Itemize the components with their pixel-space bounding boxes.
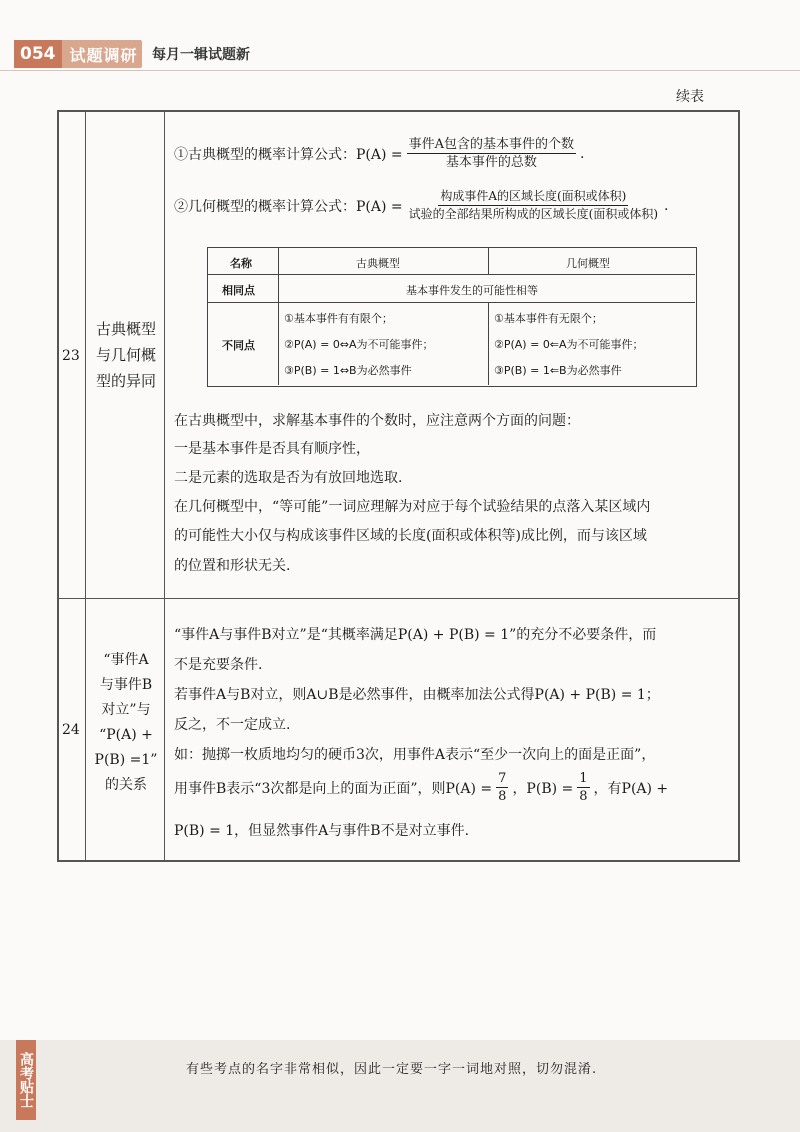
note-line: 二是元素的选取是否为有放回地选取. [174, 470, 403, 486]
body-line: 如：抛掷一枚质地均匀的硬币3次，用事件A表示“至少一次向上的面是正面”， [174, 747, 656, 763]
diff-label: 不同点 [222, 339, 255, 352]
page-number: 054 [14, 40, 62, 68]
classic-point: ②P(A) = 0⇔A为不可能事件； [284, 338, 434, 351]
topic-line: 古典概型 [95, 320, 156, 338]
numerator: 事件A包含的基本事件的个数 [408, 137, 575, 152]
continued-label: 续表 [676, 89, 704, 105]
row-number: 23 [62, 348, 80, 364]
page-header [0, 0, 800, 78]
example-formula-line [174, 770, 668, 805]
note-line: 在古典概型中，求解基本事件的个数时，应注意两个方面的问题： [174, 413, 580, 429]
topic-line: “P(A) + [99, 727, 153, 743]
denominator: 8 [498, 789, 507, 804]
formula-label: ②几何概型的概率计算公式：P(A) = [174, 198, 403, 215]
table-line [278, 248, 279, 385]
footer-tip-text: 有些考点的名字非常相似，因此一定要一字一词地对照，切勿混淆. [186, 1062, 598, 1077]
formula-end: . [664, 197, 669, 214]
numerator: 1 [579, 771, 588, 786]
body-line: 若事件A与B对立，则A∪B是必然事件，由概率加法公式得P(A) + P(B) = 1； [174, 687, 660, 703]
body-line: P(B) = 1，但显然事件A与事件B不是对立事件. [174, 823, 470, 839]
table-line [208, 274, 695, 275]
formula-text: ，有P(A) + [593, 780, 669, 797]
topic-line: “事件A [103, 652, 149, 668]
table-line [488, 302, 489, 385]
formula-label: ①古典概型的概率计算公式：P(A) = [174, 146, 403, 163]
body-line: “事件A与事件B对立”是“其概率满足P(A) + P(B) = 1”的充分不必要条件，而 [174, 627, 657, 643]
formula-text: ，P(B) = [512, 780, 574, 797]
geometric-point: ①基本事件有无限个； [494, 312, 603, 325]
section-badge [14, 40, 142, 68]
classic-point: ③P(B) = 1⇔B为必然事件 [284, 364, 412, 377]
row-topic [90, 316, 162, 394]
denominator: 8 [579, 789, 588, 804]
formula-text: 用事件B表示“3次都是向上的面为正面”，则P(A) = [174, 780, 493, 797]
numerator: 7 [498, 771, 507, 786]
note-line: 在几何概型中，“等可能”一词应理解为对应于每个试验结果的点落入某区域内 [174, 499, 651, 515]
header-subtitle: 每月一辑试题新 [152, 47, 250, 63]
row-divider [57, 598, 740, 599]
fraction [407, 136, 576, 171]
header-name: 名称 [230, 257, 252, 270]
footer-band [0, 1040, 800, 1132]
section-title: 试题调研 [69, 45, 138, 65]
topic-line: 型的异同 [95, 372, 156, 390]
topic-line: 的关系 [105, 777, 147, 793]
same-label: 相同点 [222, 284, 255, 297]
table-line [488, 248, 489, 274]
note-line: 的可能性大小仅与构成该事件区域的长度(面积或体积等)成比例，而与该区域 [174, 528, 647, 544]
geometric-point: ②P(A) = 0⇐A为不可能事件； [494, 338, 644, 351]
table-line [208, 302, 695, 303]
body-line: 不是充要条件. [174, 657, 263, 673]
classic-point: ①基本事件有有限个； [284, 312, 393, 325]
fraction [407, 188, 660, 223]
topic-line: 对立”与 [101, 702, 151, 718]
header-rule [0, 70, 800, 71]
topic-line: P(B) =1” [94, 752, 158, 768]
geometric-point: ③P(B) = 1⇐B为必然事件 [494, 364, 622, 377]
fraction [496, 770, 508, 805]
topic-line: 与几何概 [95, 346, 156, 364]
body-line: 反之，不一定成立. [174, 717, 291, 733]
column-divider [85, 110, 86, 862]
fraction [577, 770, 589, 805]
row-topic [88, 648, 164, 798]
formula-geometric [174, 188, 668, 223]
note-line: 一是基本事件是否具有顺序性， [174, 441, 370, 457]
header-geometric: 几何概型 [566, 257, 610, 270]
tip-badge: 高考贴士 [16, 1040, 36, 1120]
same-text: 基本事件发生的可能性相等 [406, 284, 538, 297]
denominator: 试验的全部结果所构成的区域长度(面积或体积) [408, 207, 659, 221]
formula-end: . [580, 145, 585, 162]
topic-line: 与事件B [99, 677, 153, 693]
comparison-table [207, 247, 697, 387]
formula-classic [174, 136, 584, 171]
note-line: 的位置和形状无关. [174, 558, 291, 574]
numerator: 构成事件A的区域长度(面积或体积) [438, 188, 628, 206]
column-divider [164, 110, 165, 862]
row-number: 24 [62, 722, 80, 738]
header-classic: 古典概型 [356, 257, 400, 270]
denominator: 基本事件的总数 [445, 155, 537, 170]
